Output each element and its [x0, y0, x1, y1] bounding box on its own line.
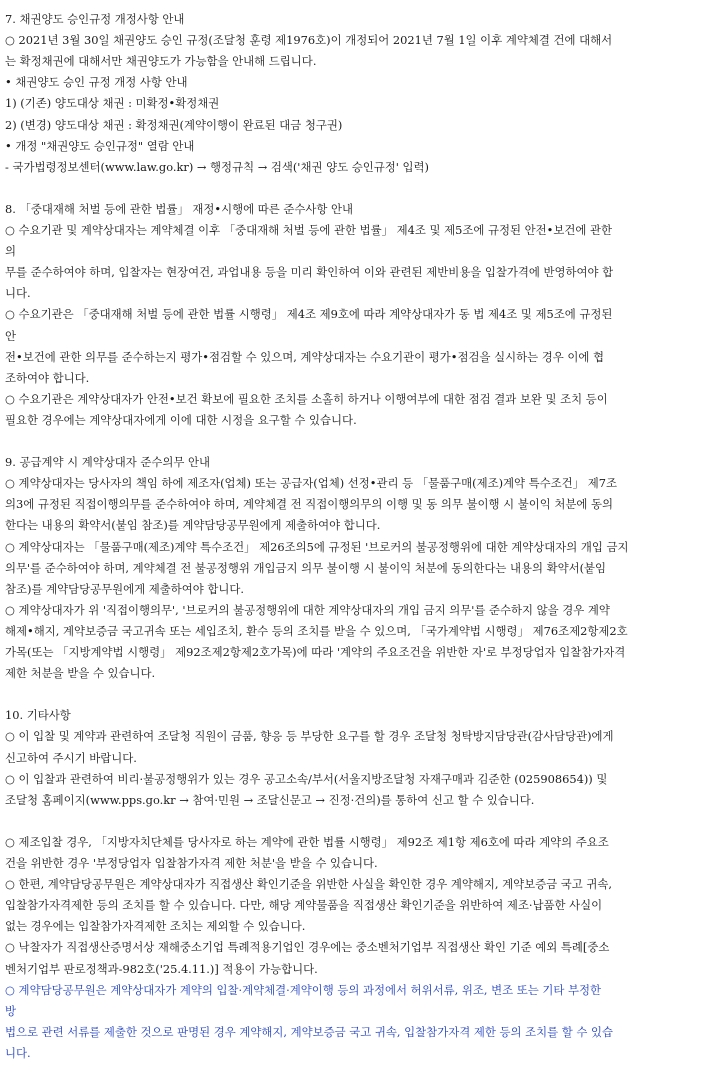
- text-line: - 국가법령정보센터(www.law.go.kr) → 행정규칙 → 검색('채권 양도 승인규정' 입력): [5, 159, 429, 174]
- text-line: ○ 수요기관은 계약상대자가 안전•보건 확보에 필요한 조치를 소홀히 하거나 이행여부에 대한 점검 결과 보완 및 조치 등이: [5, 391, 608, 406]
- text-line: 2) (변경) 양도대상 채권 : 확정채권(계약이행이 완료된 대금 청구권): [5, 117, 343, 132]
- text-line: 없는 경우에는 입찰참가자격제한 조치는 제외할 수 있습니다.: [5, 919, 306, 934]
- text-line: ○ 계약상대자는 당사자의 책임 하에 제조자(업체) 또는 공급자(업체) 선정•관리 등 「물품구매(제조)계약 특수조건」 제7조: [5, 476, 617, 491]
- text-line: 한다는 내용의 확약서(붙임 참조)를 계약담당공무원에게 제출하여야 합니다.: [5, 518, 381, 533]
- text-line: ○ 이 입찰 및 계약과 관련하여 조달청 직원이 금품, 향응 등 부당한 요구를 할 경우 조달청 청탁방지담당관(감사담당관)에게: [5, 729, 614, 744]
- text-line: 전•보건에 관한 의무를 준수하는지 평가•점검할 수 있으며, 계약상대자는 수요기관이 평가•점검을 실시하는 경우 이에 협: [5, 349, 605, 364]
- text-line: 의3에 규정된 직접이행의무를 준수하여야 하며, 계약체결 전 직접이행의무의 이행 및 동 의무 불이행 시 불이익 처분에 동의: [5, 497, 613, 512]
- text-line: 는 확정채권에 대해서만 채권양도가 가능함을 안내해 드립니다.: [5, 54, 317, 69]
- text-line: ○ 이 입찰과 관련하여 비리·불공정행위가 있는 경우 공고소속/부서(서울지방조달청 자재구매과 김준한 (025908654)) 및: [5, 771, 608, 786]
- text-line: 7. 채권양도 승인규정 개정사항 안내: [5, 12, 185, 26]
- text-line: 가목(또는 「지방계약법 시행령」 제92조제2항제2호가목)에 따라 '계약의 주요조건을 위반한 자'로 부정당업자 입찰참가자격: [5, 645, 626, 659]
- text-line: ○ 한편, 계약담당공무원은 계약상대자가 직접생산 확인기준을 위반한 사실을 확인한 경우 계약해지, 계약보증금 국고 귀속,: [5, 877, 613, 892]
- text-line: ○ 낙찰자가 직접생산증명서상 재해중소기업 특례적용기업인 경우에는 중소벤처기업부 직접생산 확인 기준 예외 특례[중소: [5, 940, 610, 955]
- text-line: 8. 「중대재해 처벌 등에 관한 법률」 재정•시행에 따른 준수사항 안내: [5, 201, 354, 216]
- text-line: 10. 기타사항: [5, 708, 71, 723]
- text-line: • 채권양도 승인 규정 개정 사항 안내: [5, 75, 188, 90]
- text-line: 니다.: [5, 1045, 31, 1060]
- text-line: ○ 계약상대자는 「물품구매(제조)계약 특수조건」 제26조의5에 규정된 '브로커의 불공정행위에 대한 계약상대자의 개입 금지: [5, 539, 629, 554]
- text-line: 필요한 경우에는 계약상대자에게 이에 대한 시정을 요구할 수 있습니다.: [5, 412, 357, 427]
- text-line: ○ 수요기관 및 계약상대자는 계약체결 이후 「중대재해 처벌 등에 관한 법률」 제4조 및 제5조에 규정된 안전•보건에 관한: [5, 223, 613, 237]
- text-line: ○ 계약담당공무원은 계약상대자가 계약의 입찰·계약체결·계약이행 등의 과정에서 허위서류, 위조, 변조 또는 기타 부정한: [5, 982, 602, 997]
- text-line: 건을 위반한 경우 '부정당업자 입찰참가자격 제한 처분'을 받을 수 있습니다.: [5, 856, 378, 870]
- text-line: 조하여야 합니다.: [5, 370, 90, 385]
- text-line: 니다.: [5, 286, 31, 301]
- text-line: 제한 처분을 받을 수 있습니다.: [5, 666, 156, 681]
- text-line: ○ 수요기관은 「중대재해 처벌 등에 관한 법률 시행령」 제4조 제9호에 따라 계약상대자가 동 법 제4조 및 제5조에 규정된: [5, 307, 613, 322]
- text-line: 9. 공급계약 시 계약상대자 준수의무 안내: [5, 455, 211, 470]
- text-line: 안: [5, 328, 17, 343]
- text-line: 조달청 홈페이지(www.pps.go.kr → 참여·민원 → 조달신문고 → 진정·건의)를 통하여 신고 할 수 있습니다.: [5, 792, 535, 807]
- text-line: ○ 계약상대자가 위 '직접이행의무', '브로커의 불공정행위에 대한 계약상대자의 개입 금지 의무'를 준수하지 않을 경우 계약: [5, 602, 610, 617]
- text-line: • 개정 "채권양도 승인규정" 열람 안내: [5, 138, 195, 153]
- text-line: 참조)를 계약담당공무원에게 제출하여야 합니다.: [5, 581, 244, 596]
- text-line: ○ 2021년 3월 30일 채권양도 승인 규정(조달청 훈령 제1976호)이 개정되어 2021년 7월 1일 이후 계약체결 건에 대해서: [5, 33, 613, 48]
- text-line: ○ 제조입찰 경우, 「지방자치단체를 당사자로 하는 계약에 관한 법률 시행령」 제92조 제1항 제6호에 따라 계약의 주요조: [5, 834, 609, 849]
- text-line: 1) (기존) 양도대상 채권 : 미확정•확정채권: [5, 96, 220, 111]
- text-line: 의: [5, 244, 17, 259]
- text-line: 신고하여 주시기 바랍니다.: [5, 750, 137, 765]
- text-line: 벤처기업부 판로정책과-982호('25.4.11.)] 적용이 가능합니다.: [5, 961, 318, 976]
- text-line: 입찰참가자격제한 등의 조치를 할 수 있습니다. 다만, 해당 계약물품을 직접생산 확인기준을 위반하여 제조·납품한 사실이: [5, 898, 603, 913]
- text-line: 무를 준수하여야 하며, 입찰자는 현장여건, 과업내용 등을 미리 확인하여 이와 관련된 제반비용을 입찰가격에 반영하여야 합: [5, 265, 614, 280]
- text-line: 법으로 관련 서류를 제출한 것으로 판명된 경우 계약해지, 계약보증금 국고 귀속, 입찰참가자격 제한 등의 조치를 할 수 있습: [5, 1024, 613, 1039]
- text-line: 의무'를 준수하여야 하며, 계약체결 전 불공정행위 개입금지 의무 불이행 시 불이익 처분에 동의한다는 내용의 확약서(붙임: [5, 560, 607, 575]
- text-line: 방: [5, 1003, 17, 1018]
- text-line: 해제•해지, 계약보증금 국고귀속 또는 세입조치, 환수 등의 조치를 받을 수 있으며, 「국가계약법 시행령」 제76조제2항제2호: [5, 623, 628, 638]
